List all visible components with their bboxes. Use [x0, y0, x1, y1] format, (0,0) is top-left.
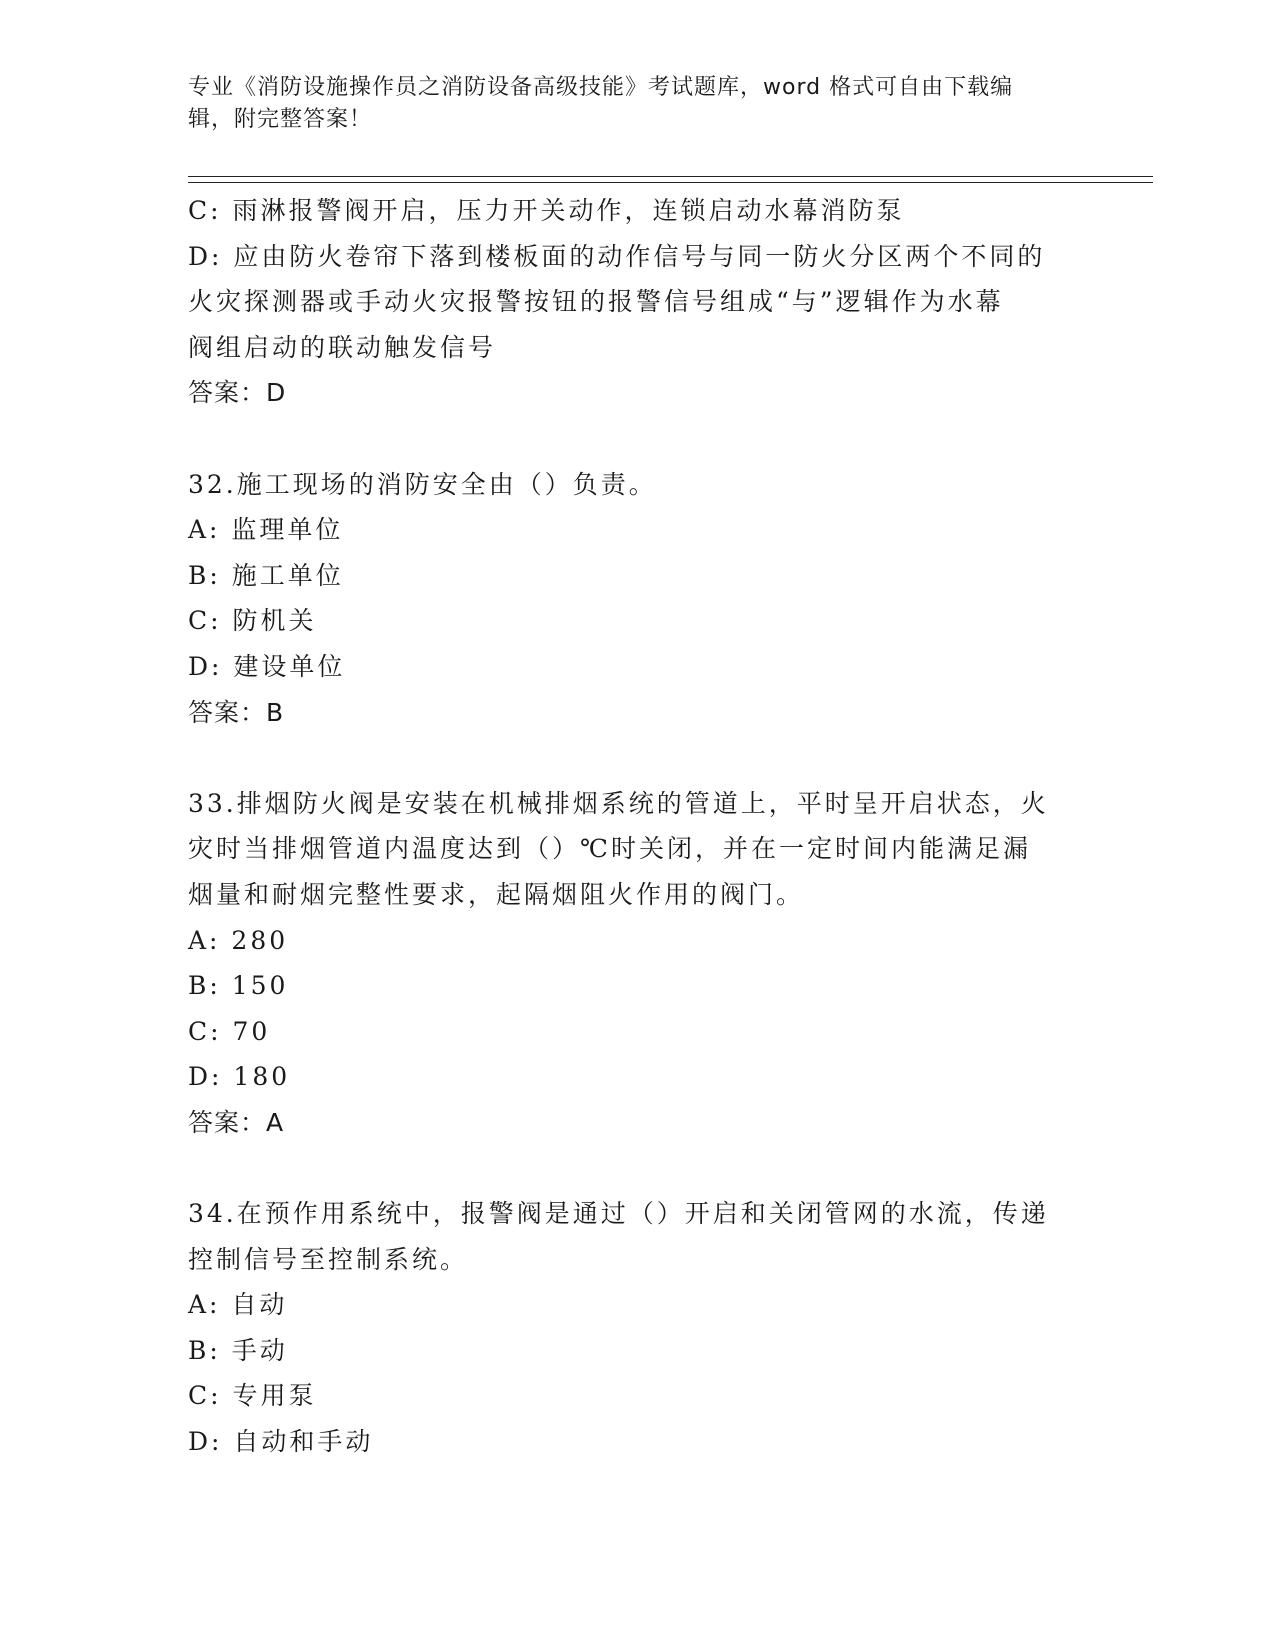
question-stem: 34.在预作用系统中，报警阀是通过（）开启和关闭管网的水流，传递: [188, 1199, 1049, 1229]
question-stem-continued: 控制信号至控制系统。: [188, 1244, 469, 1274]
header-line: 专业《消防设施操作员之消防设备高级技能》考试题库，word 格式可自由下载编: [188, 75, 1014, 100]
option-b: B: 手动: [188, 1335, 288, 1365]
option-d: D: 自动和手动: [188, 1427, 374, 1457]
question-34: [188, 1191, 1088, 1465]
answer: 答案：A: [188, 1107, 285, 1137]
option-b: B: 150: [188, 971, 289, 1001]
option-c: C: 70: [188, 1016, 271, 1046]
question-stem-continued: 烟量和耐烟完整性要求，起隔烟阻火作用的阀门。: [188, 879, 805, 909]
previous-question-tail: [188, 188, 1088, 416]
option-a: A: 280: [188, 925, 289, 955]
question-33: [188, 781, 1088, 1146]
document-header: [188, 72, 1068, 136]
question-list: [188, 188, 1088, 1465]
header-divider-top: [188, 176, 1153, 177]
header-divider-bottom: [188, 182, 1153, 183]
option-c: C: 专用泵: [188, 1381, 317, 1411]
question-stem-continued: 灾时当排烟管道内温度达到（）℃时关闭，并在一定时间内能满足漏: [188, 834, 1031, 864]
header-line: 辑，附完整答案！: [188, 107, 373, 132]
option-d: D: 应由防火卷帘下落到楼板面的动作信号与同一防火分区两个不同的: [188, 241, 1046, 271]
option-a: A: 监理单位: [188, 515, 344, 545]
answer: 答案：D: [188, 378, 287, 408]
question-stem: 32.施工现场的消防安全由（）负责。: [188, 469, 657, 499]
question-32: [188, 462, 1088, 736]
option-b: B: 施工单位: [188, 560, 344, 590]
question-stem: 33.排烟防火阀是安装在机械排烟系统的管道上，平时呈开启状态，火: [188, 788, 1049, 818]
option-a: A: 自动: [188, 1290, 288, 1320]
answer: 答案：B: [188, 697, 285, 727]
option-d-continued: 阀组启动的联动触发信号: [188, 332, 497, 362]
option-d: D: 建设单位: [188, 651, 346, 681]
option-d: D: 180: [188, 1062, 291, 1092]
option-c: C: 雨淋报警阀开启，压力开关动作，连锁启动水幕消防泵: [188, 196, 905, 225]
option-c: C: 防机关: [188, 606, 317, 636]
option-d-continued: 火灾探测器或手动火灾报警按钮的报警信号组成“与”逻辑作为水幕: [188, 287, 1004, 317]
